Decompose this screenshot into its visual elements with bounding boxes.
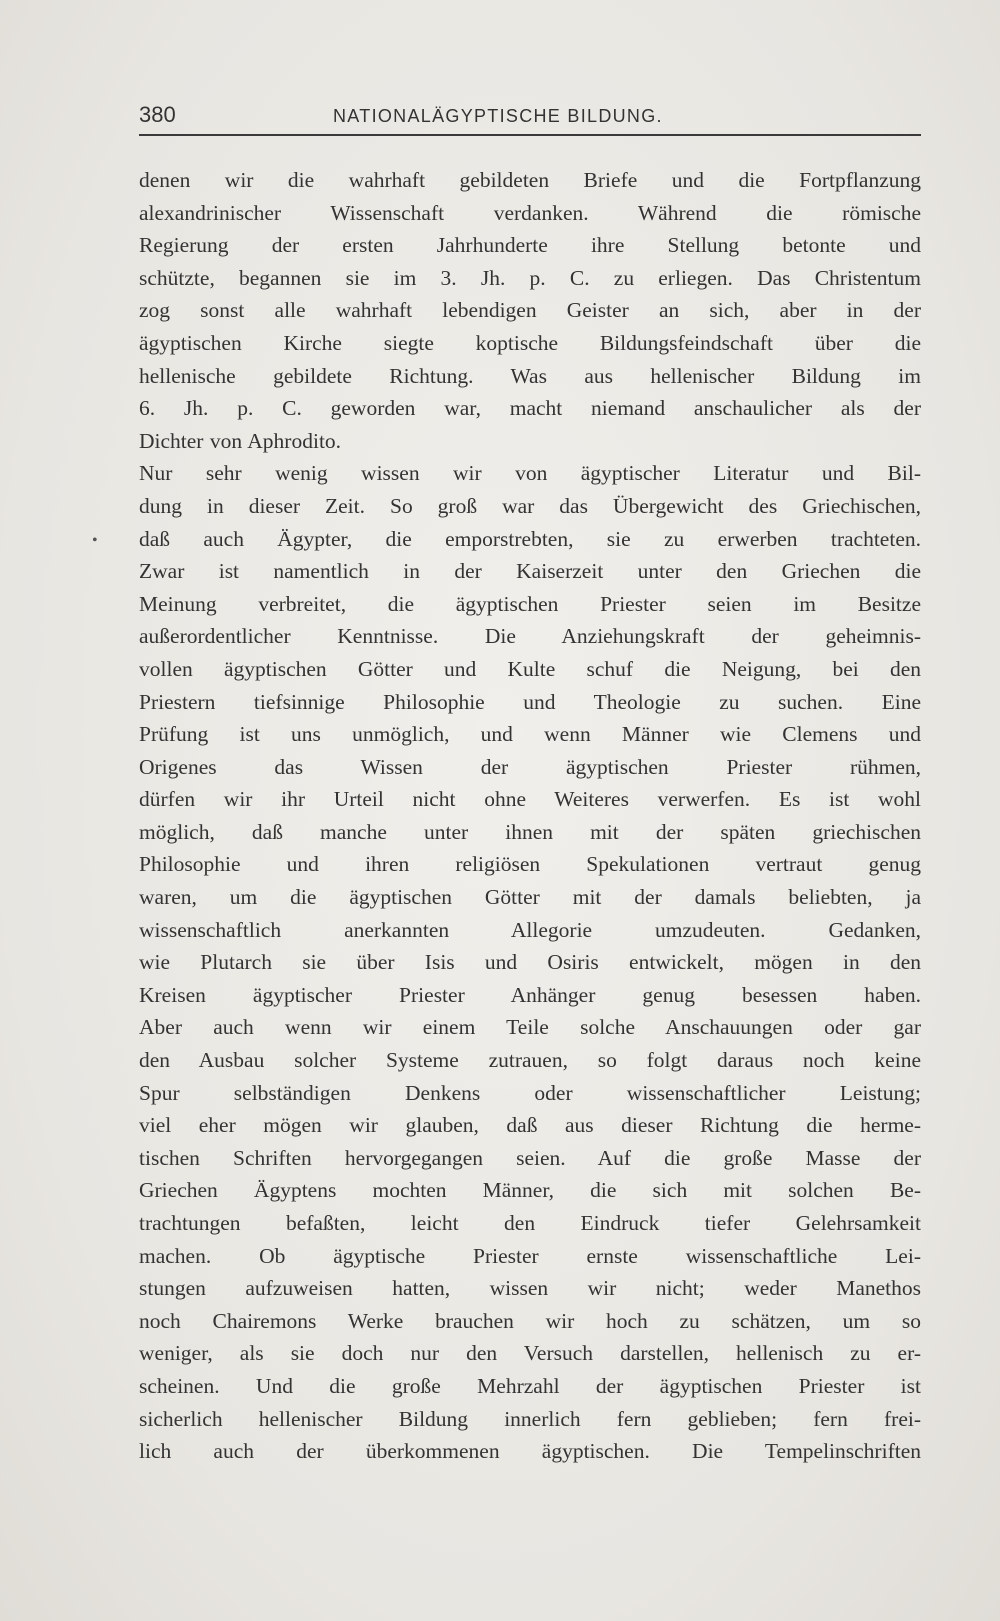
text-line: Meinung verbreitet, die ägyptischen Priester seien im Besitze [139, 591, 921, 616]
text-line: alexandrinischer Wissenschaft verdanken. Während die römische [139, 200, 921, 225]
text-line: den Ausbau solcher Systeme zutrauen, so folgt daraus noch keine [139, 1048, 921, 1073]
text-line: viel eher mögen wir glauben, daß aus dieser Richtung die herme- [139, 1113, 921, 1138]
text-line: Nur sehr wenig wissen wir von ägyptischer Literatur und Bil- [139, 461, 921, 486]
margin-mark: • [92, 532, 98, 549]
text-line: stungen aufzuweisen hatten, wissen wir nicht; weder Manethos [139, 1276, 921, 1301]
text-line: Aber auch wenn wir einem Teile solche Anschauungen oder gar [139, 1015, 921, 1040]
text-line: Prüfung ist uns unmöglich, und wenn Männer wie Clemens und [139, 722, 921, 747]
text-line: noch Chairemons Werke brauchen wir hoch zu schätzen, um so [139, 1308, 921, 1333]
text-line: daß auch Ägypter, die emporstrebten, sie zu erwerben trachteten. [139, 526, 921, 551]
text-line: Regierung der ersten Jahrhunderte ihre Stellung betonte und [139, 233, 921, 258]
text-line: lich auch der überkommenen ägyptischen. Die Tempelinschriften [139, 1439, 921, 1464]
text-line: Spur selbständigen Denkens oder wissenschaftlicher Leistung; [139, 1080, 921, 1105]
text-line: machen. Ob ägyptische Priester ernste wissenschaftliche Lei- [139, 1243, 921, 1268]
text-line: hellenische gebildete Richtung. Was aus hellenischer Bildung im [139, 363, 921, 388]
text-line: Priestern tiefsinnige Philosophie und Theologie zu suchen. Eine [139, 689, 921, 714]
text-line: Origenes das Wissen der ägyptischen Priester rühmen, [139, 754, 921, 779]
page-number: 380 [139, 102, 176, 127]
text-line: sicherlich hellenischer Bildung innerlich fern geblieben; fern frei- [139, 1406, 921, 1431]
text-line: trachtungen befaßten, leicht den Eindruck tiefer Gelehrsamkeit [139, 1211, 921, 1235]
text-line: Griechen Ägyptens mochten Männer, die sich mit solchen Be- [139, 1178, 921, 1203]
text-line: dung in dieser Zeit. So groß war das Übergewicht des Griechischen, [139, 493, 921, 518]
text-line: Dichter von Aphrodito. [139, 428, 342, 453]
text-line: waren, um die ägyptischen Götter mit der damals beliebten, ja [139, 885, 921, 910]
text-line: ägyptischen Kirche siegte koptische Bildungsfeindschaft über die [139, 330, 921, 355]
text-line: Zwar ist namentlich in der Kaiserzeit unter den Griechen die [139, 559, 921, 584]
text-line: Philosophie und ihren religiösen Spekulationen vertraut genug [139, 852, 921, 877]
text-line: Kreisen ägyptischer Priester Anhänger genug besessen haben. [139, 982, 921, 1007]
text-line: zog sonst alle wahrhaft lebendigen Geister an sich, aber in der [139, 298, 921, 323]
text-line: möglich, daß manche unter ihnen mit der späten griechischen [139, 819, 921, 844]
text-line: wie Plutarch sie über Isis und Osiris entwickelt, mögen in den [139, 950, 921, 975]
text-line: tischen Schriften hervorgegangen seien. Auf die große Masse der [139, 1145, 921, 1170]
body-text [139, 164, 921, 1468]
text-line: außerordentlicher Kenntnisse. Die Anziehungskraft der geheimnis- [139, 624, 921, 649]
text-line: wissenschaftlich anerkannten Allegorie umzudeuten. Gedanken, [139, 917, 921, 942]
text-line: scheinen. Und die große Mehrzahl der ägyptischen Priester ist [139, 1373, 921, 1398]
page-header [139, 100, 921, 134]
header-rule [139, 134, 921, 136]
text-line: vollen ägyptischen Götter und Kulte schuf die Neigung, bei den [139, 656, 921, 681]
running-head: NATIONALÄGYPTISCHE BILDUNG. [333, 106, 663, 126]
text-line: schützte, begannen sie im 3. Jh. p. C. zu erliegen. Das Christentum [139, 265, 921, 290]
text-line: dürfen wir ihr Urteil nicht ohne Weiteres verwerfen. Es ist wohl [139, 787, 921, 812]
text-line: 6. Jh. p. C. geworden war, macht niemand anschaulicher als der [139, 396, 921, 421]
text-line: weniger, als sie doch nur den Versuch darstellen, hellenisch zu er- [139, 1341, 921, 1366]
text-line: denen wir die wahrhaft gebildeten Briefe und die Fortpflanzung [139, 168, 921, 192]
